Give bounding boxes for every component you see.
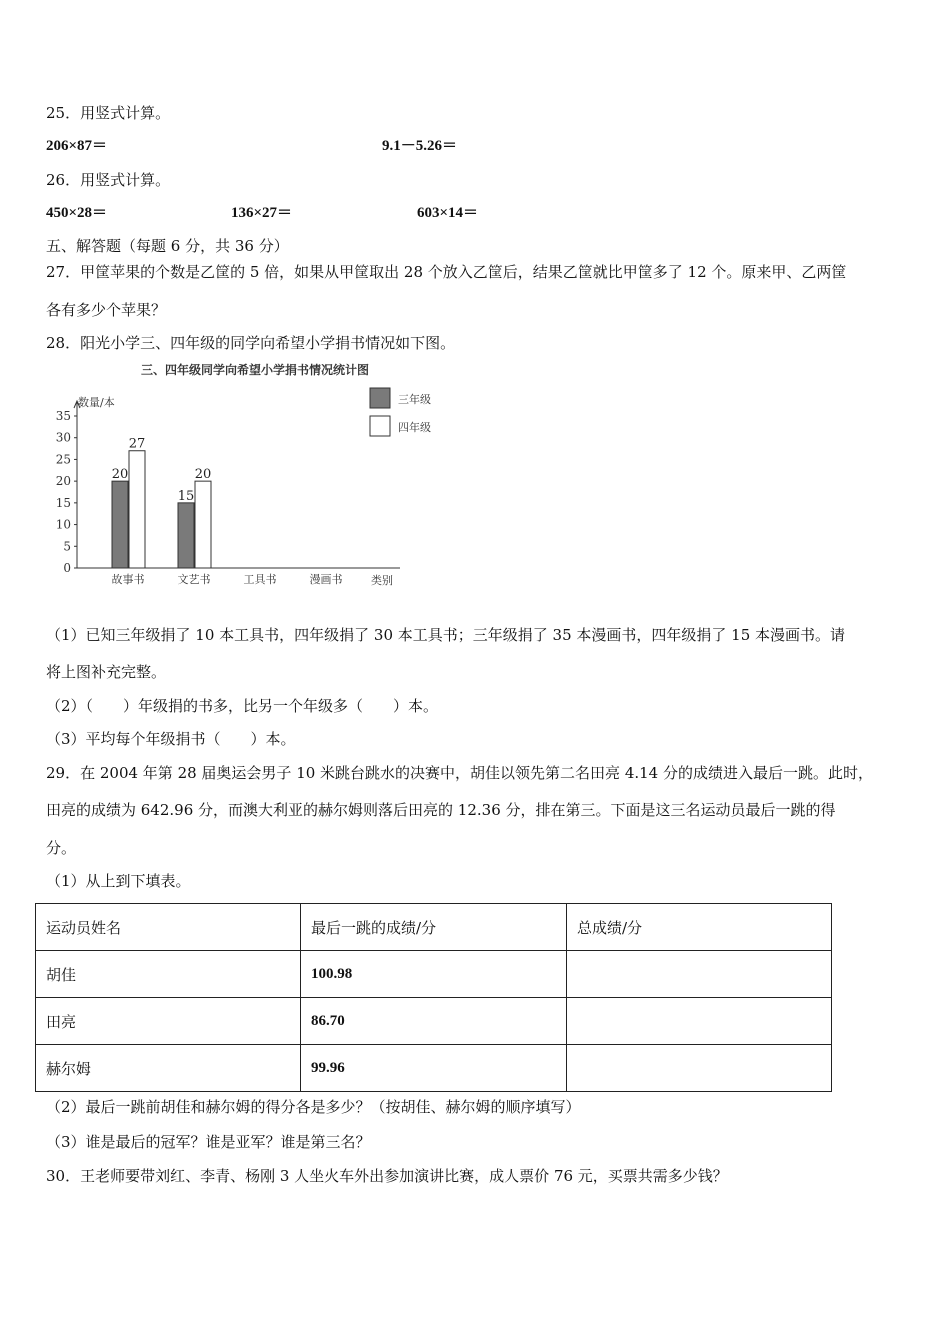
bar xyxy=(129,451,145,568)
legend-label: 三年级 xyxy=(398,393,431,406)
table-row xyxy=(36,951,832,998)
q30-line-1: 30．王老师要带刘红、李青、杨刚 3 人坐火车外出参加演讲比赛，成人票价 76 元，买票共需多少钱？ xyxy=(46,1167,728,1185)
bar xyxy=(195,481,211,568)
q28-sub1-line-1: （1）已知三年级捐了 10 本工具书，四年级捐了 30 本工具书；三年级捐了 35 本漫画书，四年级捐了 15 本漫画书。请 xyxy=(46,626,846,644)
table-cell: 86.70 xyxy=(301,998,567,1045)
table-row xyxy=(36,998,832,1045)
table-cell-blank[interactable] xyxy=(567,1045,832,1092)
legend-swatch xyxy=(370,416,390,436)
bar xyxy=(112,481,128,568)
q29-sub1: （1）从上到下填表。 xyxy=(46,872,191,890)
table-cell: 99.96 xyxy=(301,1045,567,1092)
q29-sub3: （3）谁是最后的冠军？谁是亚军？谁是第三名？ xyxy=(46,1133,371,1151)
table-header-row xyxy=(36,904,832,951)
table-row xyxy=(36,1045,832,1092)
q26-expr-1: 450×28＝ xyxy=(46,205,108,221)
x-tick-label: 故事书 xyxy=(111,573,145,586)
table-cell: 100.98 xyxy=(301,951,567,998)
y-tick-label: 0 xyxy=(63,561,71,575)
q29-line-2: 田亮的成绩为 642.96 分，而澳大利亚的赫尔姆则落后田亮的 12.36 分，排在第三。下面是这三名运动员最后一跳的得 xyxy=(46,801,836,819)
q27-line-1: 27．甲筐苹果的个数是乙筐的 5 倍，如果从甲筐取出 28 个放入乙筐后，结果乙筐就比甲筐多了 12 个。原来甲、乙两筐 xyxy=(46,263,847,281)
q29-line-3: 分。 xyxy=(46,839,77,857)
y-tick-label: 15 xyxy=(55,495,71,510)
q28-title: 28．阳光小学三、四年级的同学向希望小学捐书情况如下图。 xyxy=(46,334,456,352)
q25-expr-1: 206×87＝ xyxy=(46,138,108,154)
q29-sub2: （2）最后一跳前胡佳和赫尔姆的得分各是多少？（按胡佳、赫尔姆的顺序填写） xyxy=(46,1098,581,1116)
y-tick-label: 35 xyxy=(55,409,71,423)
bar-value-label: 27 xyxy=(128,436,146,452)
y-axis-label: 数量/本 xyxy=(78,396,115,409)
table-header-cell: 最后一跳的成绩/分 xyxy=(301,904,567,951)
table-cell: 田亮 xyxy=(36,998,301,1045)
bar xyxy=(178,503,194,568)
q26-expr-2: 136×27＝ xyxy=(231,205,293,221)
table-header-cell: 总成绩/分 xyxy=(567,904,832,951)
y-tick-label: 20 xyxy=(55,474,71,489)
y-tick-label: 25 xyxy=(55,452,71,467)
q26-title: 26．用竖式计算。 xyxy=(46,171,171,189)
bar-value-label: 15 xyxy=(177,488,195,504)
table-cell: 赫尔姆 xyxy=(36,1045,301,1092)
y-tick-label: 10 xyxy=(55,517,71,532)
q25-expr-2: 9.1－5.26＝ xyxy=(382,138,458,154)
q26-expr-3: 603×14＝ xyxy=(417,205,479,221)
y-tick-label: 30 xyxy=(55,430,71,445)
x-tick-label: 文艺书 xyxy=(177,573,211,586)
section-heading: 五、解答题（每题 6 分，共 36 分） xyxy=(46,237,289,255)
x-axis-label: 类别 xyxy=(371,574,393,587)
table-cell-blank[interactable] xyxy=(567,998,832,1045)
bar-chart xyxy=(50,360,450,592)
legend-label: 四年级 xyxy=(398,421,431,434)
legend-swatch xyxy=(370,388,390,408)
q28-sub1-line-2: 将上图补充完整。 xyxy=(46,663,167,681)
q27-line-2: 各有多少个苹果？ xyxy=(46,301,167,319)
q28-sub2: （2）（ ）年级捐的书多，比另一个年级多（ ）本。 xyxy=(46,697,439,715)
score-table xyxy=(35,903,832,1092)
table-header-cell: 运动员姓名 xyxy=(36,904,301,951)
chart-title: 三、四年级同学向希望小学捐书情况统计图 xyxy=(140,363,370,377)
y-tick-label: 5 xyxy=(63,539,71,554)
table-cell-blank[interactable] xyxy=(567,951,832,998)
q25-title: 25．用竖式计算。 xyxy=(46,104,171,122)
bar-value-label: 20 xyxy=(194,467,212,483)
table-cell: 胡佳 xyxy=(36,951,301,998)
x-tick-label: 工具书 xyxy=(243,573,277,586)
q28-sub3: （3）平均每个年级捐书（ ）本。 xyxy=(46,730,296,748)
x-tick-label: 漫画书 xyxy=(309,573,343,586)
q29-line-1: 29．在 2004 年第 28 届奥运会男子 10 米跳台跳水的决赛中，胡佳以领先第二名田亮 4.14 分的成绩进入最后一跳。此时， xyxy=(46,764,873,782)
bar-value-label: 20 xyxy=(111,467,129,483)
